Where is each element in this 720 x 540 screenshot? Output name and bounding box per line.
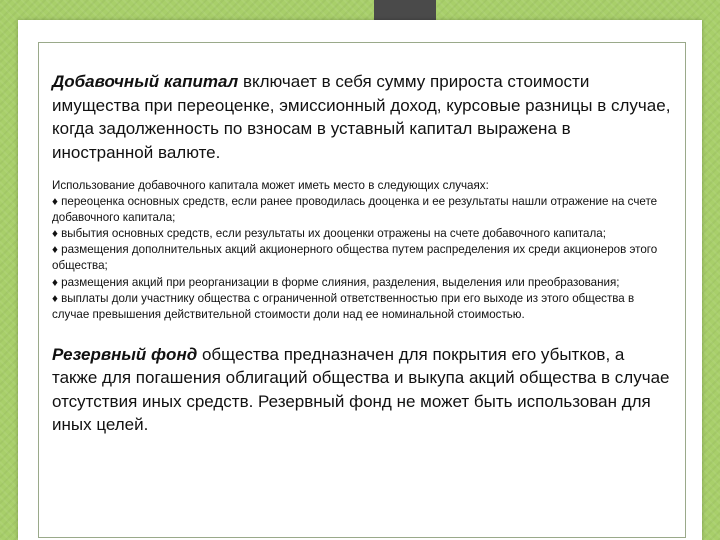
usage-item: ♦ размещения акций при реорганизации в форме слияния, разделения, выделения или преобразования; xyxy=(52,275,620,289)
text-reserve-fund: общества предназначен для покрытия его убытков, а также для погашения облигаций общества и выкупа акций общества в случае отсутствия иных средств. Резервный фонд не может быть использован для иных целей. xyxy=(52,344,670,435)
usage-list xyxy=(52,178,672,323)
usage-item: ♦ размещения дополнительных акций акционерного общества путем распределения их среди акционеров этого общества; xyxy=(52,243,658,273)
top-accent-bar xyxy=(374,0,436,22)
term-reserve-fund: Резервный фонд xyxy=(52,344,198,364)
usage-item: ♦ переоценка основных средств, если ранее проводилась дооценка и ее результаты нашли отражение на счете добавочного капитала; xyxy=(52,195,658,225)
usage-item: ♦ выплаты доли участнику общества с ограниченной ответственностью при его выходе из этого общества в случае превышения действительной стоимости доли над ее номинальной стоимостью. xyxy=(52,291,635,321)
slide-content xyxy=(52,70,672,437)
usage-intro: Использование добавочного капитала может иметь место в следующих случаях: xyxy=(52,179,489,192)
text-additional-capital: включает в себя сумму прироста стоимости имущества при переоценке, эмиссионный доход, курсовые разницы в случае, когда задолженность по взносам в уставный капитал выражена в иностранной валюте. xyxy=(52,72,671,162)
paragraph-reserve-fund xyxy=(52,343,672,437)
paragraph-additional-capital xyxy=(52,70,672,164)
usage-item: ♦ выбытия основных средств, если результаты их дооценки отражены на счете добавочного капитала; xyxy=(52,227,606,241)
term-additional-capital: Добавочный капитал xyxy=(52,72,239,91)
